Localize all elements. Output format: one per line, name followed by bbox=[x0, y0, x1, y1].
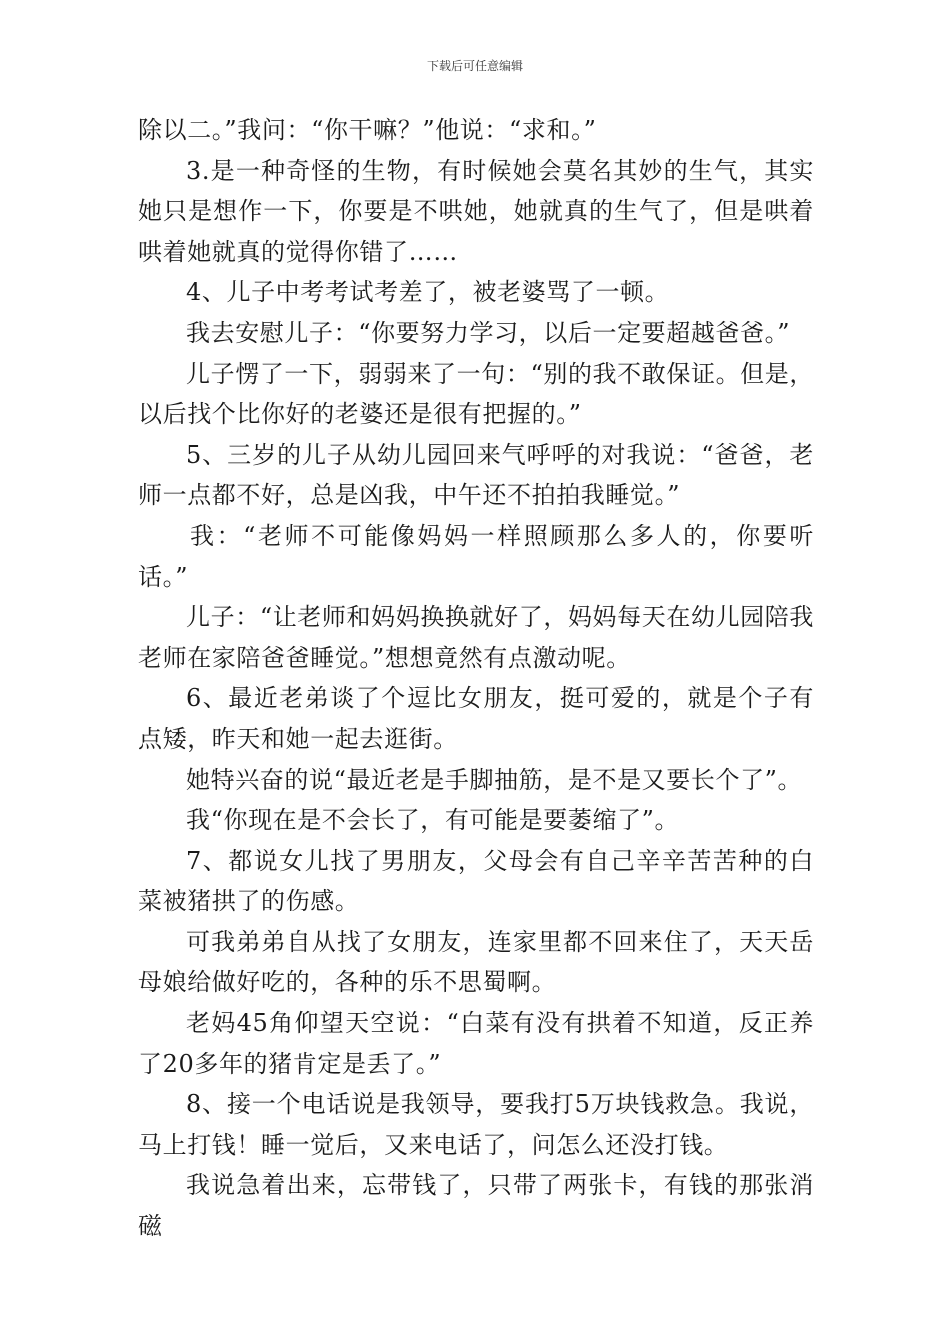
page-header: 下载后可任意编辑 bbox=[426, 59, 523, 73]
paragraph-14: 老妈45角仰望天空说：“白菜有没有拱着不知道，反正养了20多年的猪肯定是丢了。” bbox=[138, 1009, 814, 1078]
paragraph-3: 4、儿子中考考试考差了，被老婆骂了一顿。 bbox=[186, 278, 670, 307]
paragraph-12: 7、都说女儿找了男朋友，父母会有自己辛辛苦苦种的白菜被猪拱了的伤感。 bbox=[138, 846, 814, 916]
paragraph-16: 我说急着出来，忘带钱了，只带了两张卡，有钱的那张消磁 bbox=[138, 1171, 814, 1241]
document-body bbox=[138, 110, 814, 1247]
paragraph-7: 我：“老师不可能像妈妈一样照顾那么多人的，你要听话。” bbox=[138, 521, 814, 591]
paragraph-1: 除以二。”我问：“你干嘛？”他说：“求和。” bbox=[138, 116, 597, 144]
paragraph-8: 儿子：“让老师和妈妈换换就好了，妈妈每天在幼儿园陪我老师在家陪爸爸睡觉。”想想竟然有点激动呢。 bbox=[138, 603, 814, 672]
paragraph-9: 6、最近老弟谈了个逗比女朋友，挺可爱的，就是个子有点矮，昨天和她一起去逛街。 bbox=[138, 684, 814, 753]
paragraph-11: 我“你现在是不会长了，有可能是要萎缩了”。 bbox=[186, 806, 680, 835]
paragraph-10: 她特兴奋的说“最近老是手脚抽筋，是不是又要长个了”。 bbox=[186, 765, 803, 794]
paragraph-6: 5、三岁的儿子从幼儿园回来气呼呼的对我说：“爸爸，老师一点都不好，总是凶我，中午还不拍拍我睡觉。” bbox=[138, 440, 814, 510]
paragraph-15: 8、接一个电话说是我领导，要我打5万块钱救急。我说，马上打钱！睡一觉后，又来电话了，问怎么还没打钱。 bbox=[138, 1090, 814, 1159]
paragraph-4: 我去安慰儿子：“你要努力学习，以后一定要超越爸爸。” bbox=[186, 318, 791, 347]
paragraph-13: 可我弟弟自从找了女朋友，连家里都不回来住了，天天岳母娘给做好吃的，各种的乐不思蜀啊。 bbox=[138, 927, 814, 997]
paragraph-2: 3.是一种奇怪的生物，有时候她会莫名其妙的生气，其实她只是想作一下，你要是不哄她，她就真的生气了，但是哄着哄着她就真的觉得你错了…… bbox=[138, 156, 814, 266]
paragraph-5: 儿子愣了一下，弱弱来了一句：“别的我不敢保证。但是，以后找个比你好的老婆还是很有把握的。” bbox=[138, 359, 814, 429]
